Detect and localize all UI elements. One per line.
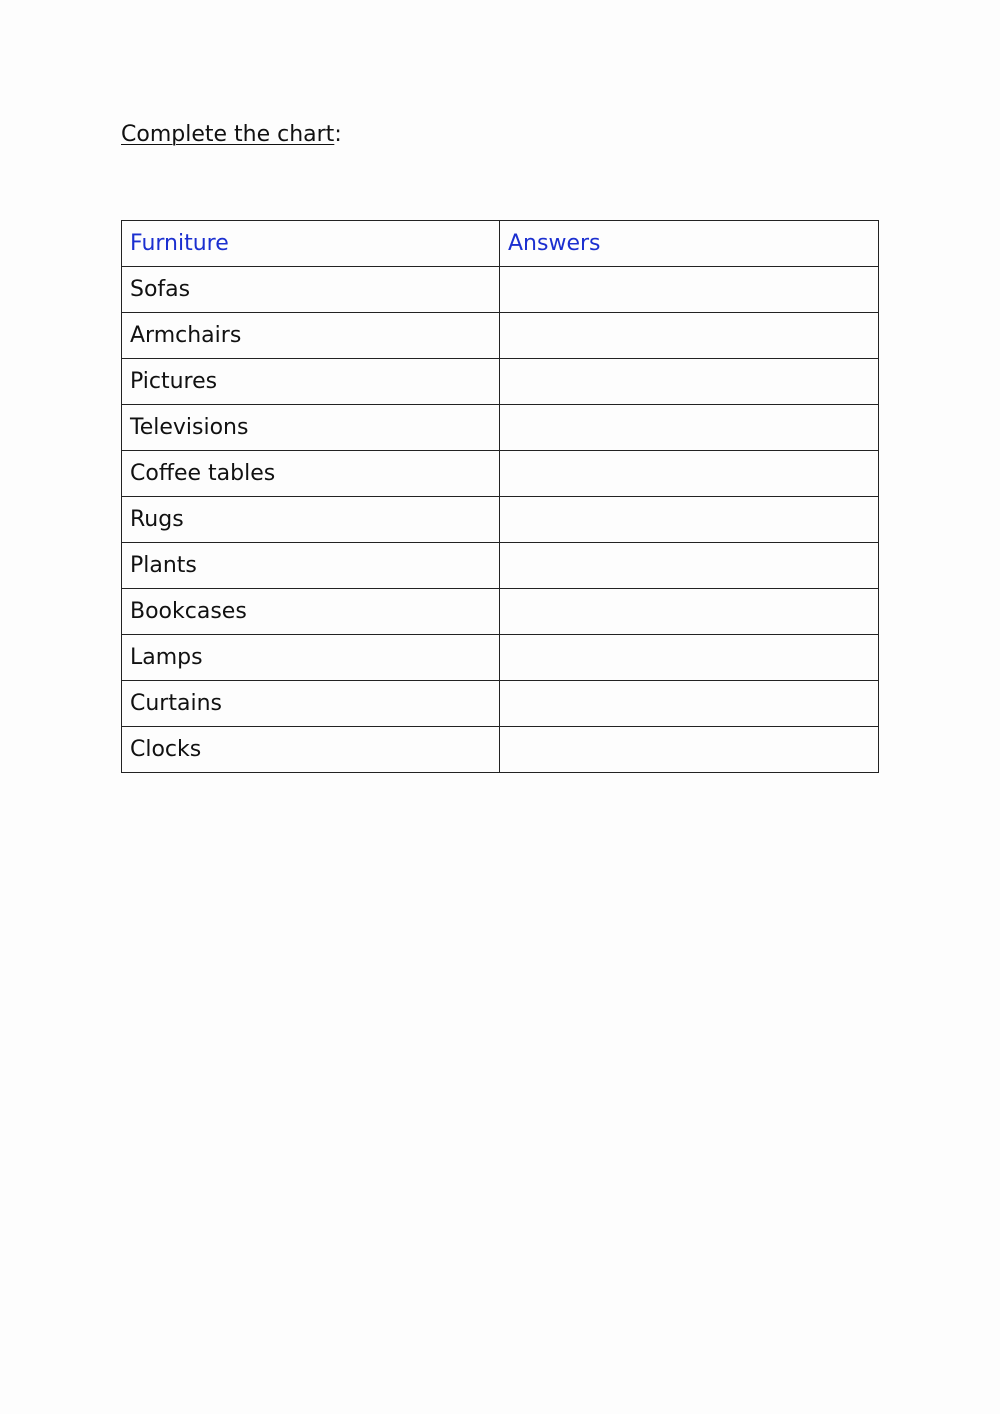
table-row: [122, 543, 879, 589]
table-row: [122, 589, 879, 635]
answer-cell[interactable]: [500, 681, 879, 727]
furniture-item: Clocks: [122, 727, 500, 773]
furniture-item: Rugs: [122, 497, 500, 543]
answer-cell[interactable]: [500, 635, 879, 681]
header-answers: Answers: [500, 221, 879, 267]
instruction-title: [121, 120, 342, 150]
table-row: [122, 497, 879, 543]
answer-cell[interactable]: [500, 543, 879, 589]
furniture-item: Televisions: [122, 405, 500, 451]
furniture-chart: [121, 220, 879, 773]
table-row: [122, 267, 879, 313]
table-row: [122, 405, 879, 451]
instruction-colon: :: [334, 122, 342, 147]
instruction-text: Complete the chart: [121, 122, 335, 147]
answer-cell[interactable]: [500, 589, 879, 635]
furniture-item: Armchairs: [122, 313, 500, 359]
answer-cell[interactable]: [500, 451, 879, 497]
answer-cell[interactable]: [500, 267, 879, 313]
header-furniture: Furniture: [122, 221, 500, 267]
furniture-item: Curtains: [122, 681, 500, 727]
header-row: [122, 221, 879, 267]
answer-cell[interactable]: [500, 313, 879, 359]
answer-cell[interactable]: [500, 359, 879, 405]
answer-cell[interactable]: [500, 497, 879, 543]
furniture-item: Bookcases: [122, 589, 500, 635]
answer-cell[interactable]: [500, 405, 879, 451]
table-row: [122, 451, 879, 497]
answer-cell[interactable]: [500, 727, 879, 773]
furniture-item: Lamps: [122, 635, 500, 681]
furniture-item: Plants: [122, 543, 500, 589]
table-row: [122, 313, 879, 359]
table-row: [122, 359, 879, 405]
furniture-item: Sofas: [122, 267, 500, 313]
table-row: [122, 635, 879, 681]
furniture-item: Coffee tables: [122, 451, 500, 497]
furniture-item: Pictures: [122, 359, 500, 405]
table-row: [122, 681, 879, 727]
table-row: [122, 727, 879, 773]
